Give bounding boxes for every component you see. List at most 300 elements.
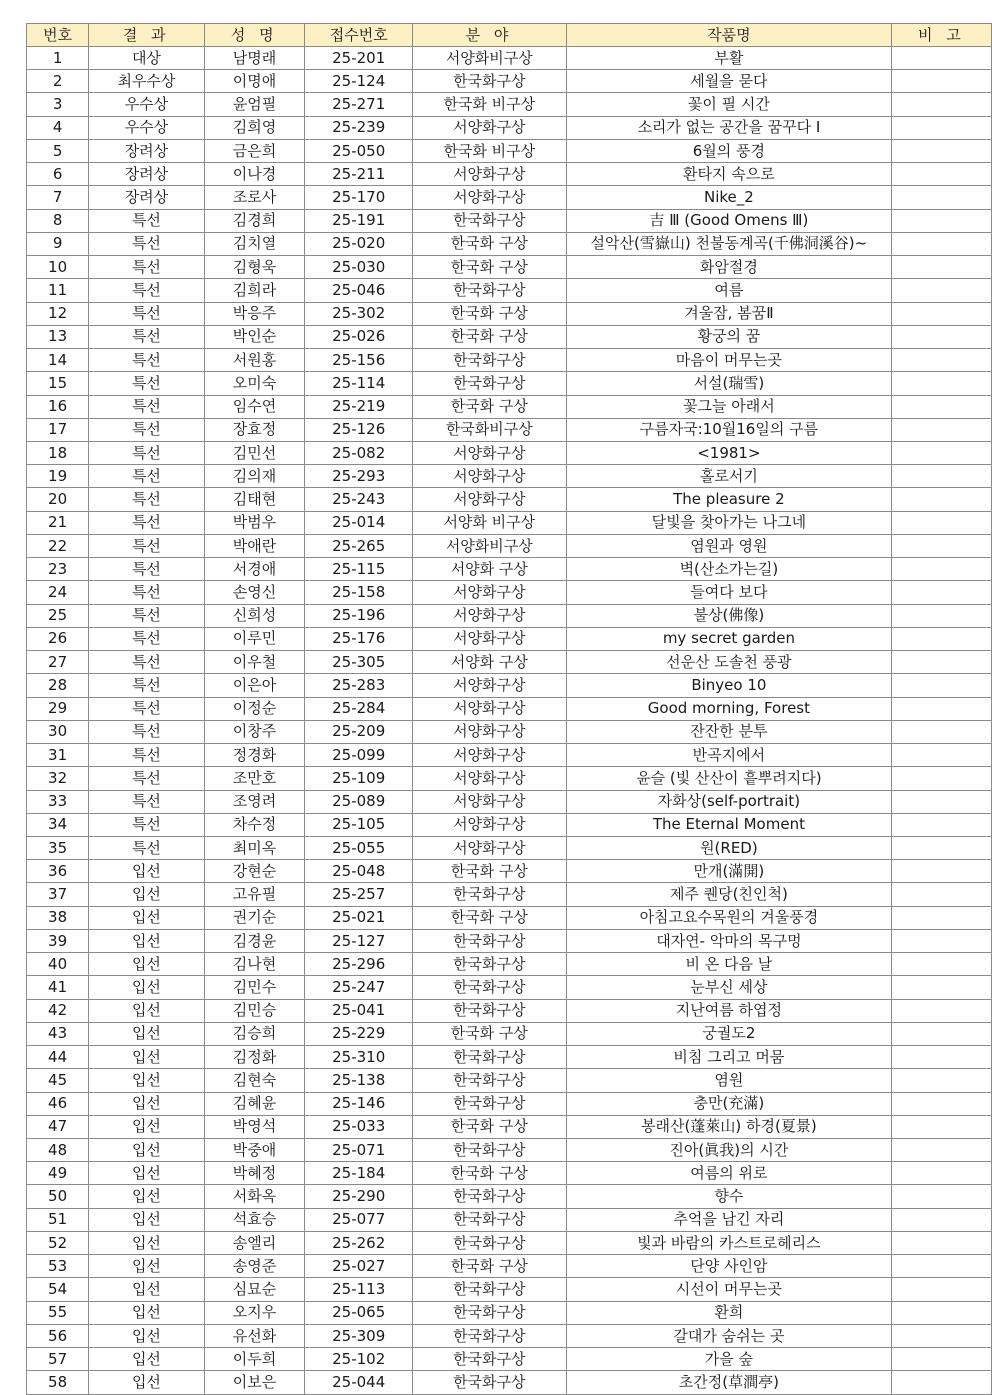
cell-remarks	[892, 1231, 992, 1254]
cell-number: 4	[27, 116, 89, 139]
cell-receipt-number: 25-114	[305, 372, 413, 395]
cell-work-title: 선운산 도솔천 풍광	[566, 651, 892, 674]
table-row	[27, 627, 992, 650]
cell-name: 심묘순	[204, 1278, 305, 1301]
table-row	[27, 534, 992, 557]
cell-work-title: 제주 퀜당(친인척)	[566, 883, 892, 906]
cell-result: 특선	[89, 418, 205, 441]
cell-receipt-number: 25-089	[305, 790, 413, 813]
cell-result: 입선	[89, 929, 205, 952]
cell-work-title: 가을 숲	[566, 1348, 892, 1371]
cell-receipt-number: 25-115	[305, 558, 413, 581]
cell-category: 한국화 구상	[413, 395, 566, 418]
cell-category: 서양화 비구상	[413, 511, 566, 534]
table-body	[27, 47, 992, 1395]
cell-receipt-number: 25-113	[305, 1278, 413, 1301]
cell-number: 6	[27, 163, 89, 186]
cell-result: 특선	[89, 767, 205, 790]
cell-work-title: 반곡지에서	[566, 744, 892, 767]
table-row	[27, 1208, 992, 1231]
cell-category: 서양화구상	[413, 697, 566, 720]
cell-result: 입선	[89, 1162, 205, 1185]
cell-work-title: 염원	[566, 1069, 892, 1092]
cell-receipt-number: 25-026	[305, 325, 413, 348]
cell-receipt-number: 25-170	[305, 186, 413, 209]
cell-work-title: 단양 사인암	[566, 1255, 892, 1278]
cell-category: 한국화 구상	[413, 860, 566, 883]
cell-category: 한국화구상	[413, 1069, 566, 1092]
cell-remarks	[892, 465, 992, 488]
cell-remarks	[892, 627, 992, 650]
cell-category: 서양화구상	[413, 581, 566, 604]
cell-result: 특선	[89, 534, 205, 557]
cell-result: 입선	[89, 1092, 205, 1115]
table-row	[27, 1092, 992, 1115]
cell-receipt-number: 25-201	[305, 47, 413, 70]
cell-name: 김경윤	[204, 929, 305, 952]
cell-work-title: 대자연- 악마의 목구멍	[566, 929, 892, 952]
cell-category: 서양화구상	[413, 674, 566, 697]
cell-result: 특선	[89, 349, 205, 372]
table-row	[27, 720, 992, 743]
cell-result: 특선	[89, 511, 205, 534]
cell-remarks	[892, 744, 992, 767]
cell-remarks	[892, 1046, 992, 1069]
cell-remarks	[892, 1115, 992, 1138]
cell-category: 서양화 구상	[413, 651, 566, 674]
table-row	[27, 651, 992, 674]
cell-number: 28	[27, 674, 89, 697]
cell-result: 특선	[89, 558, 205, 581]
cell-category: 한국화 구상	[413, 1115, 566, 1138]
cell-category: 서양화구상	[413, 116, 566, 139]
cell-number: 25	[27, 604, 89, 627]
cell-name: 금은희	[204, 139, 305, 162]
cell-work-title: 홀로서기	[566, 465, 892, 488]
cell-work-title: 시선이 머무는곳	[566, 1278, 892, 1301]
cell-result: 특선	[89, 836, 205, 859]
cell-work-title: The Eternal Moment	[566, 813, 892, 836]
cell-remarks	[892, 1185, 992, 1208]
cell-name: 오지우	[204, 1301, 305, 1324]
cell-work-title: 궁궐도2	[566, 1022, 892, 1045]
cell-receipt-number: 25-044	[305, 1371, 413, 1394]
cell-receipt-number: 25-126	[305, 418, 413, 441]
cell-remarks	[892, 488, 992, 511]
cell-name: 남명래	[204, 47, 305, 70]
cell-work-title: 아침고요수목원의 겨울풍경	[566, 906, 892, 929]
cell-receipt-number: 25-196	[305, 604, 413, 627]
table-row	[27, 790, 992, 813]
cell-number: 10	[27, 256, 89, 279]
cell-number: 44	[27, 1046, 89, 1069]
cell-receipt-number: 25-065	[305, 1301, 413, 1324]
table-row	[27, 139, 992, 162]
cell-category: 한국화구상	[413, 1324, 566, 1347]
cell-category: 한국화 구상	[413, 1255, 566, 1278]
cell-category: 서양화구상	[413, 836, 566, 859]
cell-receipt-number: 25-243	[305, 488, 413, 511]
cell-name: 이명애	[204, 70, 305, 93]
cell-result: 입선	[89, 1371, 205, 1394]
table-row	[27, 511, 992, 534]
cell-work-title: 吉 Ⅲ (Good Omens Ⅲ)	[566, 209, 892, 232]
table-row	[27, 581, 992, 604]
cell-work-title: 충만(充滿)	[566, 1092, 892, 1115]
cell-category: 한국화구상	[413, 1208, 566, 1231]
cell-work-title: 마음이 머무는곳	[566, 349, 892, 372]
cell-name: 김민수	[204, 976, 305, 999]
cell-name: 강현순	[204, 860, 305, 883]
cell-remarks	[892, 790, 992, 813]
cell-receipt-number: 25-271	[305, 93, 413, 116]
cell-category: 한국화 구상	[413, 906, 566, 929]
cell-receipt-number: 25-309	[305, 1324, 413, 1347]
cell-result: 특선	[89, 674, 205, 697]
cell-category: 한국화구상	[413, 883, 566, 906]
cell-number: 56	[27, 1324, 89, 1347]
cell-remarks	[892, 279, 992, 302]
cell-receipt-number: 25-191	[305, 209, 413, 232]
cell-category: 한국화비구상	[413, 418, 566, 441]
cell-category: 한국화 구상	[413, 256, 566, 279]
table-row	[27, 883, 992, 906]
cell-result: 입선	[89, 860, 205, 883]
header-number: 번호	[27, 24, 89, 47]
cell-work-title: 비 온 다음 날	[566, 953, 892, 976]
cell-remarks	[892, 511, 992, 534]
cell-number: 29	[27, 697, 89, 720]
cell-receipt-number: 25-283	[305, 674, 413, 697]
cell-remarks	[892, 1255, 992, 1278]
header-receipt-number: 접수번호	[305, 24, 413, 47]
cell-remarks	[892, 860, 992, 883]
cell-result: 입선	[89, 1069, 205, 1092]
cell-remarks	[892, 836, 992, 859]
table-row	[27, 1255, 992, 1278]
cell-receipt-number: 25-219	[305, 395, 413, 418]
cell-work-title: 불상(佛像)	[566, 604, 892, 627]
cell-result: 입선	[89, 999, 205, 1022]
cell-work-title: 봉래산(蓬萊山) 하경(夏景)	[566, 1115, 892, 1138]
cell-receipt-number: 25-033	[305, 1115, 413, 1138]
table-row	[27, 674, 992, 697]
table-row	[27, 1069, 992, 1092]
cell-category: 한국화 구상	[413, 1162, 566, 1185]
cell-name: 오미숙	[204, 372, 305, 395]
cell-number: 39	[27, 929, 89, 952]
cell-work-title: 꽃그늘 아래서	[566, 395, 892, 418]
cell-number: 21	[27, 511, 89, 534]
cell-category: 한국화구상	[413, 953, 566, 976]
cell-result: 특선	[89, 581, 205, 604]
cell-result: 우수상	[89, 116, 205, 139]
cell-name: 박범우	[204, 511, 305, 534]
cell-receipt-number: 25-176	[305, 627, 413, 650]
cell-number: 1	[27, 47, 89, 70]
cell-remarks	[892, 1278, 992, 1301]
cell-number: 57	[27, 1348, 89, 1371]
table-row	[27, 209, 992, 232]
cell-remarks	[892, 349, 992, 372]
cell-result: 특선	[89, 232, 205, 255]
cell-result: 우수상	[89, 93, 205, 116]
cell-work-title: 겨울잠, 봄꿈Ⅱ	[566, 302, 892, 325]
cell-work-title: 들여다 보다	[566, 581, 892, 604]
cell-work-title: 세월을 묻다	[566, 70, 892, 93]
cell-number: 11	[27, 279, 89, 302]
cell-number: 14	[27, 349, 89, 372]
cell-receipt-number: 25-102	[305, 1348, 413, 1371]
cell-number: 19	[27, 465, 89, 488]
cell-category: 한국화구상	[413, 1348, 566, 1371]
cell-number: 51	[27, 1208, 89, 1231]
cell-receipt-number: 25-082	[305, 441, 413, 464]
cell-work-title: 갈대가 숨쉬는 곳	[566, 1324, 892, 1347]
cell-result: 장려상	[89, 163, 205, 186]
cell-result: 입선	[89, 1278, 205, 1301]
cell-receipt-number: 25-296	[305, 953, 413, 976]
cell-category: 서양화구상	[413, 465, 566, 488]
cell-number: 8	[27, 209, 89, 232]
cell-receipt-number: 25-099	[305, 744, 413, 767]
cell-category: 한국화구상	[413, 929, 566, 952]
table-row	[27, 70, 992, 93]
table-row	[27, 232, 992, 255]
cell-remarks	[892, 558, 992, 581]
cell-name: 고유필	[204, 883, 305, 906]
cell-remarks	[892, 372, 992, 395]
cell-remarks	[892, 1139, 992, 1162]
table-row	[27, 697, 992, 720]
cell-number: 53	[27, 1255, 89, 1278]
table-row	[27, 1162, 992, 1185]
header-result: 결 과	[89, 24, 205, 47]
cell-receipt-number: 25-138	[305, 1069, 413, 1092]
cell-number: 7	[27, 186, 89, 209]
cell-work-title: Binyeo 10	[566, 674, 892, 697]
cell-remarks	[892, 395, 992, 418]
cell-receipt-number: 25-265	[305, 534, 413, 557]
cell-remarks	[892, 418, 992, 441]
cell-receipt-number: 25-146	[305, 1092, 413, 1115]
table-row	[27, 953, 992, 976]
cell-remarks	[892, 232, 992, 255]
cell-remarks	[892, 116, 992, 139]
cell-work-title: my secret garden	[566, 627, 892, 650]
cell-name: 김경희	[204, 209, 305, 232]
cell-remarks	[892, 186, 992, 209]
cell-remarks	[892, 441, 992, 464]
cell-remarks	[892, 209, 992, 232]
cell-result: 특선	[89, 604, 205, 627]
cell-number: 2	[27, 70, 89, 93]
cell-result: 특선	[89, 372, 205, 395]
cell-name: 이우철	[204, 651, 305, 674]
cell-receipt-number: 25-290	[305, 1185, 413, 1208]
cell-category: 한국화구상	[413, 349, 566, 372]
cell-receipt-number: 25-055	[305, 836, 413, 859]
cell-name: 권기순	[204, 906, 305, 929]
cell-category: 서양화구상	[413, 767, 566, 790]
cell-remarks	[892, 929, 992, 952]
cell-name: 차수정	[204, 813, 305, 836]
cell-name: 김치열	[204, 232, 305, 255]
cell-result: 장려상	[89, 186, 205, 209]
cell-remarks	[892, 139, 992, 162]
cell-remarks	[892, 1162, 992, 1185]
cell-result: 입선	[89, 1022, 205, 1045]
cell-remarks	[892, 93, 992, 116]
cell-receipt-number: 25-014	[305, 511, 413, 534]
table-row	[27, 116, 992, 139]
cell-category: 한국화구상	[413, 1139, 566, 1162]
table-row	[27, 1139, 992, 1162]
cell-name: 서경애	[204, 558, 305, 581]
cell-number: 3	[27, 93, 89, 116]
cell-remarks	[892, 1069, 992, 1092]
table-row	[27, 976, 992, 999]
cell-receipt-number: 25-109	[305, 767, 413, 790]
cell-category: 한국화 구상	[413, 302, 566, 325]
cell-work-title: 빛과 바람의 카스트로헤리스	[566, 1231, 892, 1254]
cell-receipt-number: 25-209	[305, 720, 413, 743]
cell-receipt-number: 25-105	[305, 813, 413, 836]
cell-name: 조로사	[204, 186, 305, 209]
cell-work-title: 꽃이 필 시간	[566, 93, 892, 116]
cell-receipt-number: 25-158	[305, 581, 413, 604]
cell-remarks	[892, 604, 992, 627]
cell-category: 한국화 구상	[413, 232, 566, 255]
cell-receipt-number: 25-293	[305, 465, 413, 488]
cell-result: 최우수상	[89, 70, 205, 93]
cell-category: 서양화구상	[413, 163, 566, 186]
cell-remarks	[892, 976, 992, 999]
cell-work-title: 구름자국:10월16일의 구름	[566, 418, 892, 441]
cell-number: 35	[27, 836, 89, 859]
cell-name: 박중애	[204, 1139, 305, 1162]
cell-work-title: 설악산(雪嶽山) 천불동계곡(千佛洞溪谷)~	[566, 232, 892, 255]
cell-receipt-number: 25-305	[305, 651, 413, 674]
cell-number: 26	[27, 627, 89, 650]
cell-number: 30	[27, 720, 89, 743]
cell-result: 특선	[89, 651, 205, 674]
table-row	[27, 1185, 992, 1208]
table-row	[27, 836, 992, 859]
cell-number: 48	[27, 1139, 89, 1162]
cell-number: 5	[27, 139, 89, 162]
header-category: 분 야	[413, 24, 566, 47]
cell-result: 입선	[89, 1231, 205, 1254]
cell-category: 한국화구상	[413, 976, 566, 999]
cell-name: 조영려	[204, 790, 305, 813]
cell-work-title: Good morning, Forest	[566, 697, 892, 720]
cell-category: 한국화구상	[413, 279, 566, 302]
cell-name: 김정화	[204, 1046, 305, 1069]
cell-result: 입선	[89, 1348, 205, 1371]
cell-result: 특선	[89, 279, 205, 302]
cell-category: 서양화비구상	[413, 47, 566, 70]
cell-work-title: 황궁의 꿈	[566, 325, 892, 348]
cell-remarks	[892, 1324, 992, 1347]
results-table	[26, 23, 992, 1395]
cell-number: 37	[27, 883, 89, 906]
cell-name: 김현숙	[204, 1069, 305, 1092]
cell-name: 손영신	[204, 581, 305, 604]
header-name: 성 명	[204, 24, 305, 47]
cell-receipt-number: 25-247	[305, 976, 413, 999]
cell-number: 24	[27, 581, 89, 604]
cell-category: 한국화구상	[413, 209, 566, 232]
table-row	[27, 744, 992, 767]
cell-number: 23	[27, 558, 89, 581]
cell-name: 김혜윤	[204, 1092, 305, 1115]
cell-name: 신희성	[204, 604, 305, 627]
cell-result: 특선	[89, 302, 205, 325]
cell-category: 한국화 구상	[413, 325, 566, 348]
cell-receipt-number: 25-124	[305, 70, 413, 93]
cell-name: 이루민	[204, 627, 305, 650]
cell-result: 입선	[89, 1255, 205, 1278]
cell-name: 서원홍	[204, 349, 305, 372]
table-row	[27, 418, 992, 441]
table-row	[27, 372, 992, 395]
header-remarks: 비 고	[892, 24, 992, 47]
cell-remarks	[892, 1301, 992, 1324]
cell-result: 특선	[89, 720, 205, 743]
cell-remarks	[892, 883, 992, 906]
cell-remarks	[892, 1348, 992, 1371]
cell-number: 58	[27, 1371, 89, 1394]
table-row	[27, 1348, 992, 1371]
table-row	[27, 349, 992, 372]
cell-name: 박혜정	[204, 1162, 305, 1185]
cell-name: 유선화	[204, 1324, 305, 1347]
cell-number: 46	[27, 1092, 89, 1115]
cell-result: 대상	[89, 47, 205, 70]
cell-category: 한국화구상	[413, 1371, 566, 1394]
cell-result: 특선	[89, 813, 205, 836]
cell-work-title: The pleasure 2	[566, 488, 892, 511]
cell-number: 13	[27, 325, 89, 348]
cell-category: 서양화구상	[413, 488, 566, 511]
cell-name: 장효정	[204, 418, 305, 441]
cell-work-title: 화암절경	[566, 256, 892, 279]
cell-result: 입선	[89, 1324, 205, 1347]
table-row	[27, 93, 992, 116]
cell-work-title: 비침 그리고 머뭄	[566, 1046, 892, 1069]
table-header	[27, 24, 992, 47]
cell-number: 52	[27, 1231, 89, 1254]
cell-result: 특선	[89, 325, 205, 348]
cell-category: 서양화구상	[413, 186, 566, 209]
cell-number: 17	[27, 418, 89, 441]
cell-result: 특선	[89, 441, 205, 464]
cell-receipt-number: 25-127	[305, 929, 413, 952]
cell-number: 38	[27, 906, 89, 929]
cell-result: 특선	[89, 744, 205, 767]
cell-receipt-number: 25-077	[305, 1208, 413, 1231]
cell-result: 입선	[89, 953, 205, 976]
cell-result: 입선	[89, 883, 205, 906]
cell-number: 9	[27, 232, 89, 255]
cell-remarks	[892, 953, 992, 976]
cell-receipt-number: 25-046	[305, 279, 413, 302]
cell-work-title: 환타지 속으로	[566, 163, 892, 186]
cell-work-title: 달빛을 찾아가는 나그네	[566, 511, 892, 534]
table-row	[27, 604, 992, 627]
cell-number: 45	[27, 1069, 89, 1092]
